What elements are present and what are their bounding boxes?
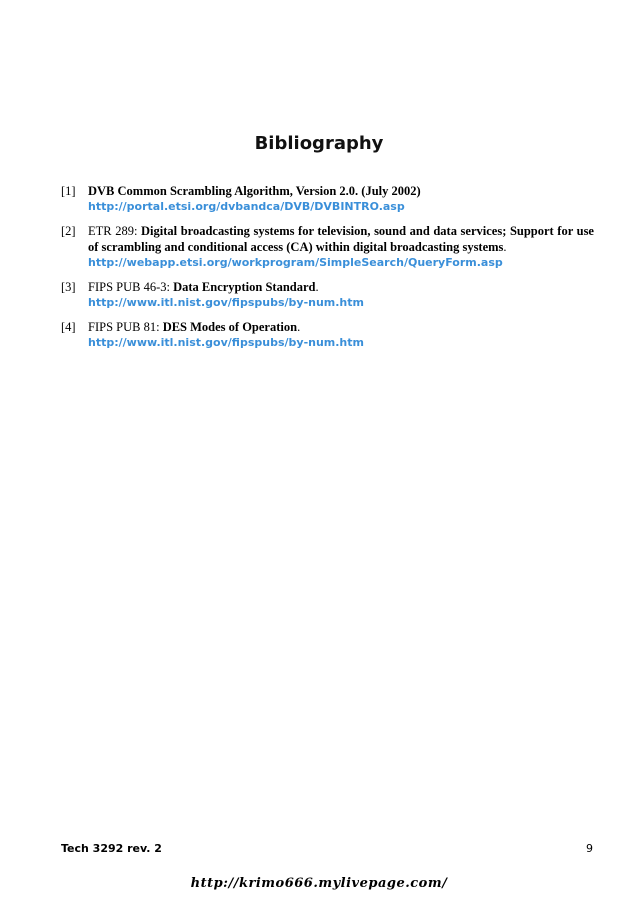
reference-item bbox=[61, 183, 594, 215]
reference-item bbox=[61, 223, 594, 271]
reference-citation bbox=[88, 183, 594, 199]
reference-prefix: FIPS PUB 46-3: bbox=[88, 280, 174, 294]
reference-title: DES Modes of Operation bbox=[162, 320, 298, 334]
reference-item bbox=[61, 319, 594, 351]
reference-number: [1] bbox=[61, 184, 76, 198]
reference-title: DVB Common Scrambling Algorithm, Version 2.0. (July 2002) bbox=[88, 184, 421, 198]
reference-prefix: FIPS PUB 81: bbox=[88, 320, 163, 334]
reference-link[interactable]: http://webapp.etsi.org/workprogram/SimpleSearch/QueryForm.asp bbox=[88, 256, 503, 269]
reference-citation bbox=[88, 279, 594, 295]
reference-prefix: ETR 289: bbox=[88, 224, 141, 238]
reference-number: [4] bbox=[61, 320, 76, 334]
reference-link[interactable]: http://www.itl.nist.gov/fipspubs/by-num.htm bbox=[88, 296, 364, 309]
reference-number: [3] bbox=[61, 280, 76, 294]
reference-suffix: . bbox=[315, 280, 319, 294]
reference-suffix: . bbox=[297, 320, 301, 334]
reference-suffix: . bbox=[503, 240, 507, 254]
reference-link[interactable]: http://www.itl.nist.gov/fipspubs/by-num.htm bbox=[88, 336, 364, 349]
bibliography-list bbox=[61, 183, 594, 359]
reference-title: Digital broadcasting systems for television, sound and data services; Support for use of scrambling and conditional access (CA) within digital broadcasting systems bbox=[88, 224, 594, 254]
reference-title: Data Encryption Standard bbox=[173, 280, 316, 294]
footer-page-number: 9 bbox=[586, 842, 593, 855]
footer-doc-id: Tech 3292 rev. 2 bbox=[61, 842, 162, 855]
reference-citation bbox=[88, 319, 594, 335]
reference-number: [2] bbox=[61, 224, 76, 238]
reference-citation bbox=[88, 223, 594, 255]
reference-item bbox=[61, 279, 594, 311]
reference-link[interactable]: http://portal.etsi.org/dvbandca/DVB/DVBINTRO.asp bbox=[88, 200, 405, 213]
watermark-url: http://krimo666.mylivepage.com/ bbox=[190, 876, 448, 891]
page-heading: Bibliography bbox=[254, 133, 384, 154]
